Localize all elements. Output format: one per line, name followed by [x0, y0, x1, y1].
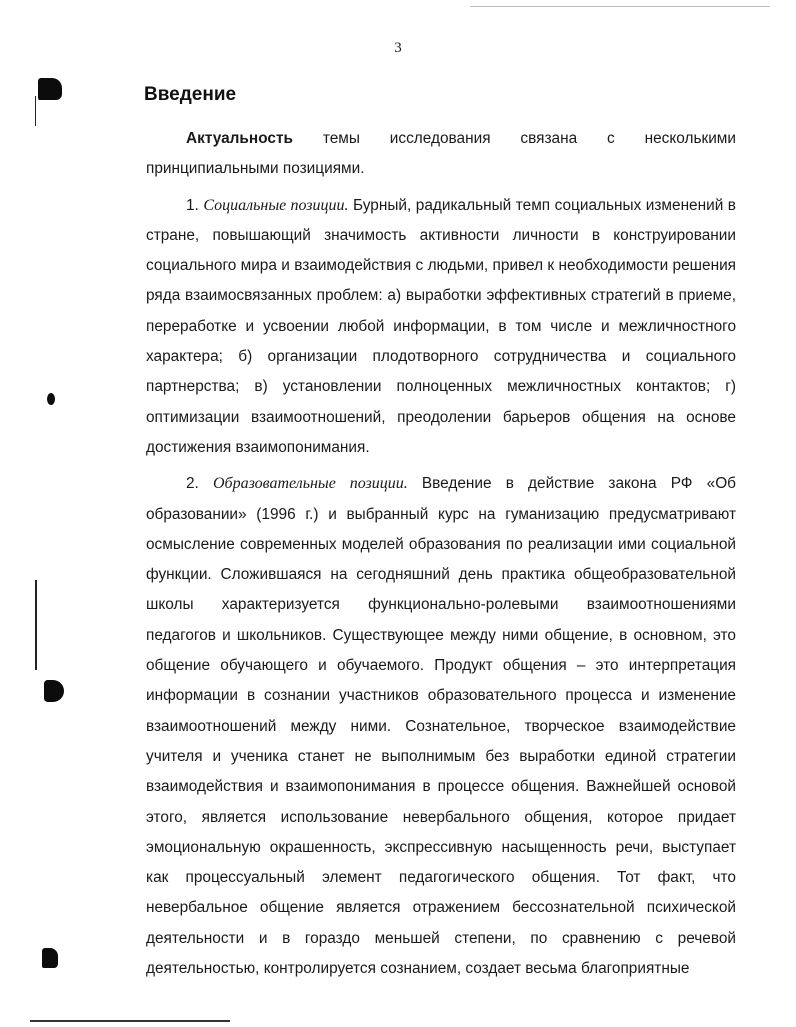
item-text: Введение в действие закона РФ «Об образовании» (1996 г.) и выбранный курс на гуманизацию предусматривают осмысление современных моделей образования по реализации ими социальной функции. Сложившаяся на сегодняшний день практика общеобразовательной школы характеризуется функционально-ролевыми взаимоотношениями педагогов и школьников. Существующее между ними общение, в основном, это общение обучающего и обучаемого. Продукт общения – это интерпретация информации в сознании участников образовательного процесса и изменение взаимоотношений между ними. Сознательное, творческое взаимодействие учителя и ученика станет не выполнимым без выработки единой стратегии взаимодействия и взаимопонимания в процессе общения. Важнейшей основой этого, является использование невербального общения, которое придает эмоциональную окрашенность, экспрессивную насыщенность речи, выступает как процессуальный элемент педагогического общения. Тот факт, что невербальное общение является отражением бессознательной психической деятельности и в гораздо меньшей степени, по сравнению с речевой деятельностью, контролируется сознанием, создает весьма благоприятные: [146, 475, 736, 978]
section-heading: Введение: [144, 84, 237, 105]
margin-line: [35, 96, 36, 126]
body-text: [146, 124, 736, 984]
paragraph-social-positions: [146, 191, 736, 464]
relevance-term: Актуальность: [186, 130, 293, 147]
item-number: 2.: [186, 475, 213, 493]
binder-hole-mark: [44, 680, 64, 702]
paragraph-educational-positions: [146, 469, 736, 984]
item-text: Бурный, радикальный темп социальных изменений в стране, повышающий значимость активности личности в конструировании социального мира и взаимодействия с людьми, привел к необходимости решения ряда взаимосвязанных проблем: а) выработки эффективных стратегий в приеме, переработке и усвоении любой информации, в том числе и межличностного характера; б) организации плодотворного сотрудничества и социального партнерства; в) установлении полноценных межличностных контактов; г) оптимизации взаимоотношений, преодолении барьеров общения на основе достижения взаимопонимания.: [146, 196, 736, 456]
binder-hole-mark: [38, 78, 62, 100]
page-number: 3: [394, 40, 402, 56]
item-title: Социальные позиции.: [203, 196, 349, 214]
scan-rule-top: [470, 6, 770, 7]
margin-line: [35, 580, 37, 670]
paragraph-relevance: [146, 124, 736, 185]
binder-hole-mark: [42, 948, 58, 968]
binder-dot: [47, 393, 55, 405]
item-number: 1.: [186, 196, 204, 214]
relevance-text: темы исследования связана с несколькими принципиальными позициями.: [146, 130, 736, 178]
scan-rule-bottom: [30, 1020, 230, 1022]
item-title: Образовательные позиции.: [212, 475, 408, 493]
